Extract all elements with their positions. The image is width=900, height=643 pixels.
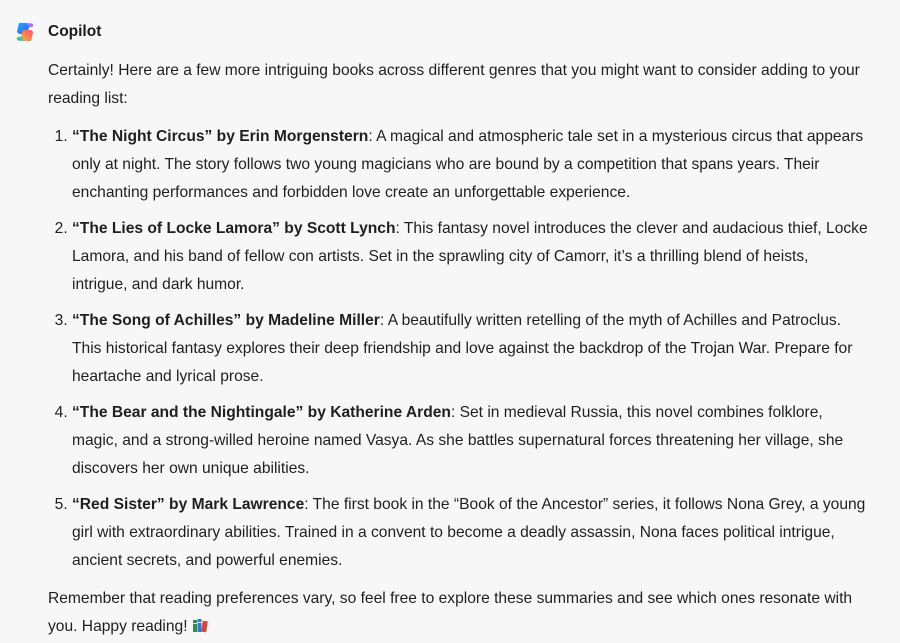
author-name: Copilot	[48, 23, 102, 40]
book-list	[48, 123, 868, 575]
book-title: “The Lies of Locke Lamora” by Scott Lynch	[72, 220, 396, 237]
message-header	[13, 20, 101, 44]
book-description: : The first book in the “Book of the Ancestor” series, it follows Nona Grey, a young girl with extraordinary abilities. Trained in a convent to become a deadly assassin, Nona faces political intrigue, ancient secrets, and powerful enemies.	[72, 496, 866, 569]
outro-paragraph	[48, 585, 868, 643]
book-description: : A magical and atmospheric tale set in a mysterious circus that appears only at night. The story follows two young magicians who are bound by a competition that spans years. Their enchanting performances and forbidden love create an unforgettable experience.	[72, 128, 864, 201]
book-description: : A beautifully written retelling of the myth of Achilles and Patroclus. This historical fantasy explores their deep friendship and love against the backdrop of the Trojan War. Prepare for heartache and lyrical prose.	[72, 312, 853, 385]
copilot-logo-icon	[13, 20, 37, 44]
outro-text: Remember that reading preferences vary, so feel free to explore these summaries and see which ones resonate with you. Happy reading!	[48, 590, 853, 635]
list-item	[72, 399, 868, 483]
book-description: : Set in medieval Russia, this novel combines folklore, magic, and a strong-willed heroine named Vasya. As she battles supernatural forces threatening her village, she discovers her own unique abilities.	[72, 404, 844, 477]
book-title: “The Night Circus” by Erin Morgenstern	[72, 128, 369, 145]
list-item	[72, 307, 868, 391]
book-description: : This fantasy novel introduces the clever and audacious thief, Locke Lamora, and his band of fellow con artists. Set in the sprawling city of Camorr, it’s a thrilling blend of heists, intrigue, and dark humor.	[72, 220, 868, 293]
intro-paragraph: Certainly! Here are a few more intriguing books across different genres that you might want to consider adding to your reading list:	[48, 62, 860, 107]
list-item	[72, 215, 868, 299]
list-item	[72, 491, 868, 575]
books-emoji-icon	[192, 615, 209, 643]
book-title: “The Song of Achilles” by Madeline Miller	[72, 312, 380, 329]
book-title: “Red Sister” by Mark Lawrence	[72, 496, 305, 513]
list-item	[72, 123, 868, 207]
book-title: “The Bear and the Nightingale” by Katherine Arden	[72, 404, 451, 421]
message-body	[48, 57, 868, 643]
